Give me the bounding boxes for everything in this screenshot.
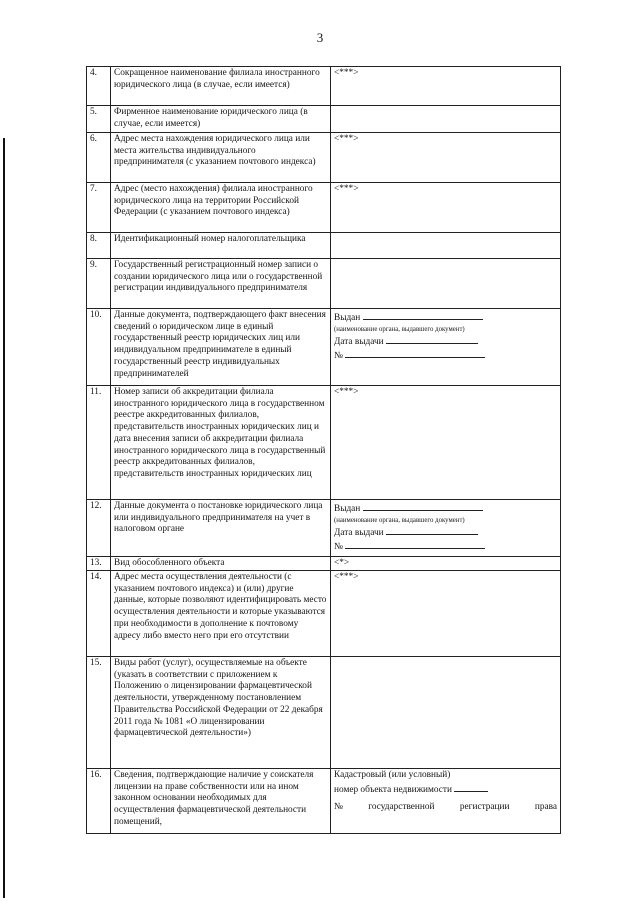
row-number: 14.	[87, 571, 111, 657]
row-label: Данные документа, подтверждающего факт внесения сведений о юридическом лице в единый государственный реестр юридических лиц или индивидуальном предпринимателе в единый государственный реестр индивидуальных предпринимателей	[111, 309, 331, 386]
table-row	[87, 309, 561, 386]
row-label: Идентификационный номер налогоплательщика	[111, 233, 331, 259]
number-blank[interactable]	[345, 539, 485, 549]
row-label: Государственный регистрационный номер записи о создании юридического лица или о государственной регистрации индивидуального предпринимателя	[111, 259, 331, 309]
registration-word: №	[334, 802, 343, 813]
issued-blank[interactable]	[363, 501, 483, 511]
number-blank[interactable]	[345, 348, 485, 358]
row-number: 7.	[87, 183, 111, 233]
row-value: <***>	[331, 183, 561, 233]
issued-blank[interactable]	[363, 310, 483, 320]
row-value	[331, 106, 561, 133]
row-label: Номер записи об аккредитации филиала иностранного юридического лица в государственном реестре аккредитованных филиалов, представительств иностранных юридических лиц и дата внесения записи об аккредитации филиала иностранного юридического лица в государственный реестр аккредитованных филиалов, представительств иностранных юридических лиц	[111, 386, 331, 500]
table-row	[87, 557, 561, 571]
row-value	[331, 657, 561, 769]
row-number: 11.	[87, 386, 111, 500]
issuer-note: (наименование органа, выдавшего документ)	[334, 516, 465, 524]
row-label: Данные документа о постановке юридического лица или индивидуального предпринимателя на учет в налоговом органе	[111, 500, 331, 557]
table-row	[87, 769, 561, 834]
registration-line	[334, 802, 557, 814]
registration-word: регистрации	[459, 802, 510, 813]
row-label: Адрес места осуществления деятельности (с указанием почтового индекса) и (или) другие данные, которые позволяют идентифицировать место осуществления деятельности и которые указываются при необходимости в дополнение к почтовому адресу либо вместо него при его отсутствии	[111, 571, 331, 657]
table-row	[87, 500, 561, 557]
row-number: 13.	[87, 557, 111, 571]
cadastral-line-2: номер объекта недвижимости	[334, 784, 452, 795]
row-number: 8.	[87, 233, 111, 259]
table-row	[87, 67, 561, 106]
row-value: <***>	[331, 386, 561, 500]
row-label: Виды работ (услуг), осуществляемые на объекте (указать в соответствии с приложением к Положению о лицензировании фармацевтической деятельности, утвержденному постановлением Правительства Российской Федерации от 22 декабря 2011 года № 1081 «О лицензировании фармацевтической деятельности»)	[111, 657, 331, 769]
date-label: Дата выдачи	[334, 527, 384, 538]
row-label: Адрес (место нахождения) филиала иностранного юридического лица на территории Российской Федерации (с указанием почтового индекса)	[111, 183, 331, 233]
row-value: <***>	[331, 571, 561, 657]
page-number: 3	[316, 30, 324, 45]
issued-label: Выдан	[334, 504, 361, 514]
row-label: Сведения, подтверждающие наличие у соискателя лицензии на праве собственности или на ином законном основании необходимых для осуществления фармацевтической деятельности помещений,	[111, 769, 331, 834]
cadastral-blank[interactable]	[454, 782, 488, 792]
date-blank[interactable]	[386, 525, 478, 535]
table-row	[87, 259, 561, 309]
row-label: Адрес места нахождения юридического лица или места жительства индивидуального предпринимателя (с указанием почтового индекса)	[111, 133, 331, 183]
row-number: 15.	[87, 657, 111, 769]
table-row	[87, 133, 561, 183]
issuer-note: (наименование органа, выдавшего документ)	[334, 325, 465, 333]
table-row	[87, 106, 561, 133]
issued-label: Выдан	[334, 313, 361, 323]
cadastral-fields	[331, 769, 561, 834]
row-value	[331, 259, 561, 309]
row-number: 5.	[87, 106, 111, 133]
cadastral-line-1: Кадастровый (или условный)	[334, 770, 451, 780]
table-row	[87, 657, 561, 769]
registration-word: права	[534, 802, 557, 813]
table-row	[87, 183, 561, 233]
table-row	[87, 233, 561, 259]
row-value	[331, 233, 561, 259]
row-number: 6.	[87, 133, 111, 183]
row-number: 4.	[87, 67, 111, 106]
table-row	[87, 571, 561, 657]
date-blank[interactable]	[386, 334, 478, 344]
application-form-table	[86, 66, 561, 834]
row-number: 12.	[87, 500, 111, 557]
row-label: Сокращенное наименование филиала иностранного юридического лица (в случае, если имеется)	[111, 67, 331, 106]
row-number: 16.	[87, 769, 111, 834]
row-number: 10.	[87, 309, 111, 386]
document-fields	[331, 309, 561, 386]
margin-line	[3, 138, 5, 898]
row-number: 9.	[87, 259, 111, 309]
date-label: Дата выдачи	[334, 336, 384, 347]
number-label: №	[334, 351, 343, 362]
row-value: <***>	[331, 67, 561, 106]
document-fields	[331, 500, 561, 557]
table-row	[87, 386, 561, 500]
row-value: <*>	[331, 557, 561, 571]
registration-word: государственной	[368, 802, 435, 813]
number-label: №	[334, 542, 343, 553]
row-label: Фирменное наименование юридического лица (в случае, если имеется)	[111, 106, 331, 133]
row-label: Вид обособленного объекта	[111, 557, 331, 571]
row-value: <***>	[331, 133, 561, 183]
